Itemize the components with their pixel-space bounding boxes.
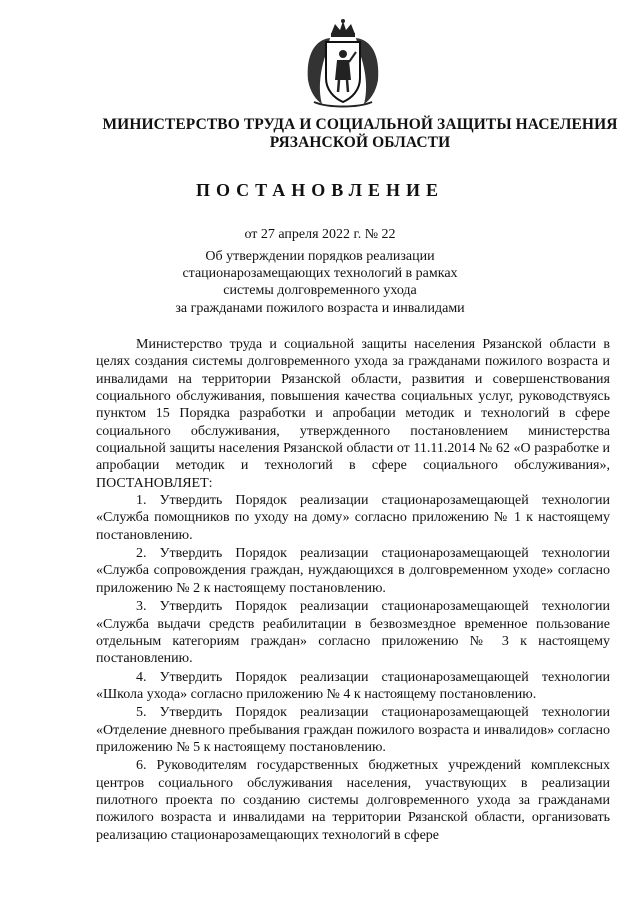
decree-item-1: 1. Утвердить Порядок реализации стационарозамещающей технологии «Служба помощников по уходу на дому» согласно приложению № 1 к настоящему постановлению. [96, 493, 610, 543]
document-date-number: от 27 апреля 2022 г. № 22 [244, 227, 396, 242]
document-subject [0, 248, 640, 317]
coat-of-arms-icon [300, 18, 386, 110]
subject-line: за гражданами пожилого возраста и инвалидами [175, 300, 465, 316]
decree-item-4: 4. Утвердить Порядок реализации стационарозамещающей технологии «Школа ухода» согласно приложению № 4 к настоящему постановлению. [96, 669, 610, 702]
document-body [96, 336, 610, 844]
ministry-name-line2: РЯЗАНСКОЙ ОБЛАСТИ [269, 134, 451, 151]
decree-item-5: 5. Утвердить Порядок реализации стационарозамещающей технологии «Отделение дневного пребывания граждан пожилого возраста и инвалидов» согласно приложению № 5 к настоящему постановлению. [96, 705, 610, 755]
document-title: ПОСТАНОВЛЕНИЕ [195, 180, 445, 200]
subject-line: системы долговременного ухода [223, 283, 417, 299]
subject-line: стационарозамещающих технологий в рамках [182, 266, 458, 282]
preamble-paragraph: Министерство труда и социальной защиты населения Рязанской области в целях создания системы долговременного ухода за гражданами пожилого возраста и инвалидами на территории Рязанской области, развития и совершенствования социального обслуживания, повышения качества социальных услуг, руководствуясь пунктом 15 Порядка разработки и апробации методик и технологий в сфере социального обслуживания, утвержденного постановлением министерства социальной защиты населения Рязанской области от 11.11.2014 № 62 «О разработке и апробации методик и технологий в сфере социального обслуживания», ПОСТАНОВЛЯЕТ: [96, 337, 610, 491]
subject-line: Об утверждении порядков реализации [205, 249, 435, 264]
decree-item-2: 2. Утвердить Порядок реализации стационарозамещающей технологии «Служба сопровождения граждан, нуждающихся в долговременном уходе» согласно приложению № 2 к настоящему постановлению. [96, 546, 610, 596]
ministry-name-line1: МИНИСТЕРСТВО ТРУДА И СОЦИАЛЬНОЙ ЗАЩИТЫ НАСЕЛЕНИЯ [102, 116, 618, 133]
decree-item-3: 3. Утвердить Порядок реализации стационарозамещающей технологии «Служба выдачи средств реабилитации в безвозмездное временное пользование отдельным категориям граждан» согласно приложению № 3 к настоящему постановлению. [96, 599, 610, 667]
decree-item-6: 6. Руководителям государственных бюджетных учреждений комплексных центров социального обслуживания населения, участвующих в реализации пилотного проекта по созданию системы долговременного ухода за гражданами пожилого возраста и инвалидами на территории Рязанской области, организовать реализацию стационарозамещающих технологий в сфере [96, 758, 610, 843]
